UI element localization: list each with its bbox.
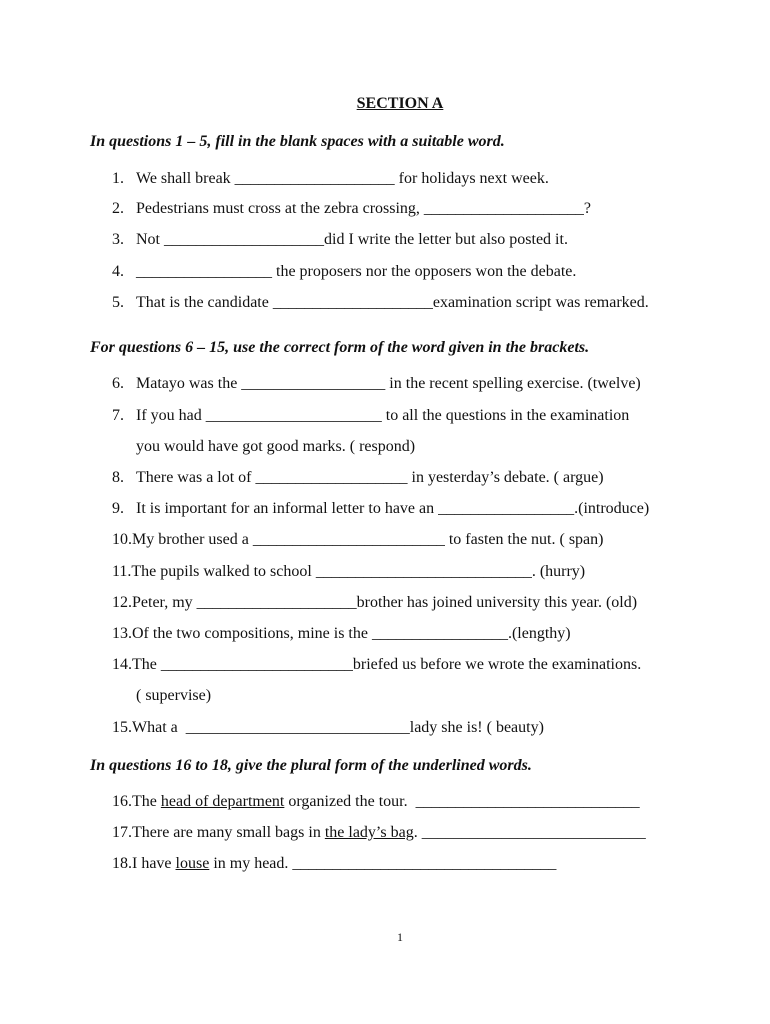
question-text-before: I have: [132, 855, 176, 872]
question-2: [112, 200, 591, 218]
question-5: [112, 294, 649, 312]
instruction-2: For questions 6 – 15, use the correct form of the word given in the brackets.: [90, 339, 590, 356]
question-7: [112, 407, 629, 425]
question-number: 8.: [112, 469, 124, 486]
question-text: If you had ______________________ to all the questions in the examination: [136, 407, 630, 424]
question-text: That is the candidate ____________________examination script was remarked.: [136, 294, 649, 311]
question-text: Of the two compositions, mine is the _________________.(lengthy): [132, 625, 571, 642]
question-text: The pupils walked to school ___________________________. (hurry): [131, 563, 586, 580]
question-16: [112, 793, 640, 811]
question-number: 6.: [112, 375, 124, 392]
question-number: 5.: [112, 294, 124, 311]
question-number: 4.: [112, 263, 124, 280]
section-title: SECTION A: [356, 95, 444, 112]
question-number: 1.: [112, 170, 124, 187]
question-12: [112, 594, 637, 612]
page-number: 1: [397, 930, 403, 944]
question-8: [112, 469, 604, 487]
question-9: [112, 500, 649, 518]
question-text: you would have got good marks. ( respond): [136, 438, 416, 455]
question-number: 11.: [112, 563, 132, 580]
question-text-after: . ____________________________: [413, 824, 646, 841]
question-number: 12.: [112, 594, 132, 611]
question-text: The ________________________briefed us before we wrote the examinations.: [132, 656, 642, 673]
question-4: [112, 263, 576, 281]
question-number: 14.: [112, 656, 132, 673]
question-text-before: The: [132, 793, 161, 810]
question-number: 10.: [112, 531, 132, 548]
question-number: 7.: [112, 407, 124, 424]
underlined-word: louse: [175, 855, 210, 872]
question-18: [112, 855, 556, 873]
question-6: [112, 375, 641, 393]
question-text-after: in my head. _________________________________: [209, 855, 557, 872]
question-10: [112, 531, 603, 549]
question-number: 13.: [112, 625, 132, 642]
underlined-word: the lady’s bag: [324, 824, 414, 841]
instruction-1: In questions 1 – 5, fill in the blank spaces with a suitable word.: [90, 133, 505, 150]
question-text: ( supervise): [136, 687, 212, 704]
question-text: Not ____________________did I write the letter but also posted it.: [136, 231, 568, 248]
question-number: 3.: [112, 231, 124, 248]
question-number: 2.: [112, 200, 124, 217]
question-number: 18.: [112, 855, 132, 872]
question-text: My brother used a ________________________ to fasten the nut. ( span): [132, 531, 604, 548]
question-number: 9.: [112, 500, 124, 517]
question-text-after: organized the tour. ____________________________: [284, 793, 640, 810]
question-text: There was a lot of ___________________ in yesterday’s debate. ( argue): [136, 469, 604, 486]
question-7-continued: [136, 438, 415, 456]
question-11: [112, 563, 585, 581]
question-text: We shall break ____________________ for holidays next week.: [136, 170, 549, 187]
question-text: Pedestrians must cross at the zebra crossing, ____________________?: [136, 200, 592, 217]
question-3: [112, 231, 568, 249]
question-1: [112, 170, 549, 188]
question-text: What a ____________________________lady she is! ( beauty): [132, 719, 544, 736]
instruction-3: In questions 16 to 18, give the plural form of the underlined words.: [90, 757, 532, 774]
question-14: [112, 656, 641, 674]
question-text: Peter, my ____________________brother has joined university this year. (old): [132, 594, 638, 611]
question-13: [112, 625, 571, 643]
underlined-word: head of department: [160, 793, 285, 810]
question-17: [112, 824, 646, 842]
question-14-continued: [136, 687, 211, 705]
question-text: Matayo was the __________________ in the recent spelling exercise. (twelve): [136, 375, 641, 392]
question-number: 17.: [112, 824, 132, 841]
question-text: _________________ the proposers nor the opposers won the debate.: [136, 263, 577, 280]
question-text-before: There are many small bags in: [132, 824, 325, 841]
question-number: 16.: [112, 793, 132, 810]
question-15: [112, 719, 544, 737]
question-text: It is important for an informal letter to have an _________________.(introduce): [136, 500, 650, 517]
question-number: 15.: [112, 719, 132, 736]
